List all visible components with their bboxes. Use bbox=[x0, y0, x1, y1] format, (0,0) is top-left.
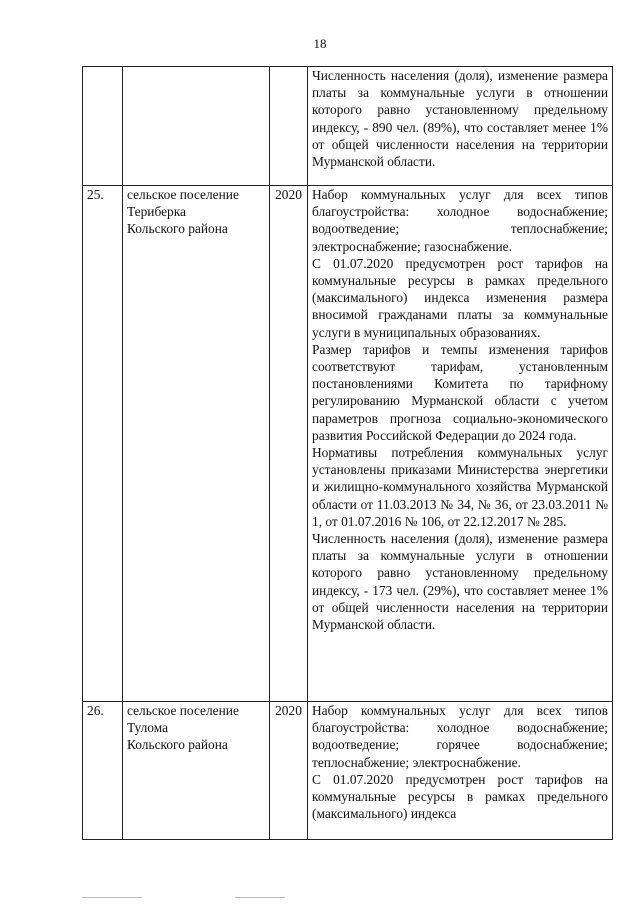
municipality-name: Тулома bbox=[127, 720, 169, 736]
footer-line bbox=[82, 897, 142, 898]
row-number-cell bbox=[83, 67, 123, 186]
description-cell bbox=[308, 67, 613, 186]
description-paragraph: Численность населения (доля), изменение размера платы за коммунальные услуги в отношении которого равно установленному предельному индексу, - 173 чел. (29%), что составляет менее 1% от общей численности населения на территории Мурманской области. bbox=[312, 531, 608, 633]
year-cell bbox=[270, 67, 308, 186]
description-paragraph: С 01.07.2020 предусмотрен рост тарифов на коммунальные ресурсы в рамках предельного (максимального) индекса изменения размера вносимой гражданами платы за коммунальные услуги в муниципальных образованиях. bbox=[312, 255, 608, 340]
description-paragraph: С 01.07.2020 предусмотрен рост тарифов на коммунальные ресурсы в рамках предельного (максимального) индекса bbox=[312, 771, 608, 822]
municipality-cell bbox=[123, 702, 270, 840]
description-cell bbox=[308, 702, 613, 840]
description-paragraph: Нормативы потребления коммунальных услуг установлены приказами Министерства энергетики и жилищно-коммунального хозяйства Мурманской области от 11.03.2013 № 34, № 36, от 23.03.2011 № 1, от 01.07.2016 № 106, от 22.12.2017 № 285. bbox=[312, 445, 608, 529]
footer-line bbox=[235, 897, 285, 898]
table-row bbox=[83, 67, 613, 186]
description-paragraph: Размер тарифов и темпы изменения тарифов соответствуют тарифам, установленным постановлениями Комитета по тарифному регулированию Мурманской области с учетом параметров прогноза социально-экономического развития Российской Федерации до 2024 года. bbox=[312, 341, 608, 443]
municipality-district: Кольского района bbox=[127, 737, 228, 753]
year-cell: 2020 bbox=[270, 186, 308, 702]
row-number-cell: 26. bbox=[83, 702, 123, 840]
table-row bbox=[83, 186, 613, 702]
table-row bbox=[83, 702, 613, 840]
description-paragraph: Численность населения (доля), изменение размера платы за коммунальные услуги в отношении которого равно установленному предельному индексу, - 890 чел. (89%), что составляет менее 1% от общей численности населения на территории Мурманской области. bbox=[312, 68, 608, 170]
municipality-cell bbox=[123, 186, 270, 702]
description-paragraph: Набор коммунальных услуг для всех типов благоустройства: холодное водоснабжение; водоотведение; горячее водоснабжение; теплоснабжение; электроснабжение. bbox=[312, 703, 608, 770]
page-number: 18 bbox=[313, 36, 327, 51]
row-number-cell: 25. bbox=[83, 186, 123, 702]
tariff-table bbox=[82, 66, 613, 840]
description-paragraph: Набор коммунальных услуг для всех типов благоустройства: холодное водоснабжение; водоотведение; теплоснабжение; электроснабжение; газоснабжение. bbox=[312, 187, 608, 254]
municipality-cell bbox=[123, 67, 270, 186]
municipality-name: Териберка bbox=[127, 204, 186, 220]
municipality-type: сельское поселение bbox=[127, 187, 239, 202]
municipality-district: Кольского района bbox=[127, 221, 228, 237]
description-cell bbox=[308, 186, 613, 702]
year-cell: 2020 bbox=[270, 702, 308, 840]
municipality-type: сельское поселение bbox=[127, 703, 239, 718]
